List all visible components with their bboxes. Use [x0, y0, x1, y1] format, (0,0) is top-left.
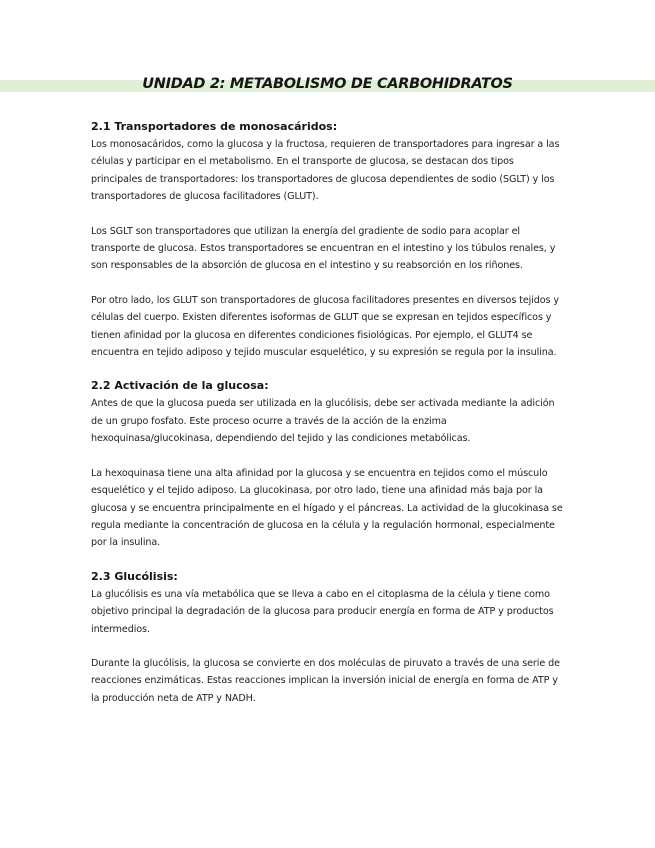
paragraph: Los SGLT son transportadores que utilizan la energía del gradiente de sodio para acoplar el transporte de glucosa. Estos transportadores se encuentran en el intestino y los túbulos renales, y son responsables de la absorción de glucosa en el intestino y su reabsorción en los riñones. [91, 225, 556, 272]
paragraph-spacer [91, 206, 566, 223]
section-heading: 2.3 Glucólisis: [91, 569, 178, 583]
section-transportadores [91, 118, 566, 361]
section-heading: 2.1 Transportadores de monosacáridos: [91, 120, 338, 133]
section-activacion [91, 377, 566, 551]
section-spacer [91, 361, 566, 377]
paragraph: La glucólisis es una vía metabólica que se lleva a cabo en el citoplasma de la célula y tiene como objetivo principal la degradación de la glucosa para producir energía en forma de ATP y productos intermedios. [91, 588, 554, 635]
document-body [91, 118, 566, 707]
section-spacer [91, 552, 566, 568]
paragraph: Durante la glucólisis, la glucosa se convierte en dos moléculas de piruvato a través de una serie de reacciones enzimáticas. Estas reacciones implican la inversión inicial de energía en forma de ATP y la producción neta de ATP y NADH. [91, 657, 560, 704]
paragraph-spacer [91, 638, 566, 655]
paragraph-spacer [91, 275, 566, 292]
paragraph-spacer [91, 448, 566, 465]
paragraph: Los monosacáridos, como la glucosa y la fructosa, requieren de transportadores para ingresar a las células y participar en el metabolismo. En el transporte de glucosa, se destacan dos tipos principales de transportadores: los transportadores de glucosa dependientes de sodio (SGLT) y los transportadores de glucosa facilitadores (GLUT). [91, 139, 560, 203]
section-glucolisis [91, 568, 566, 707]
paragraph: Por otro lado, los GLUT son transportadores de glucosa facilitadores presentes en diversos tejidos y células del cuerpo. Existen diferentes isoformas de GLUT que se expresan en tejidos específicos y tienen afinidad por la glucosa en diferentes condiciones fisiológicas. Por ejemplo, el GLUT4 se encuentra en tejido adiposo y tejido muscular esquelético, y su expresión se regula por la insulina. [91, 294, 559, 359]
paragraph: La hexoquinasa tiene una alta afinidad por la glucosa y se encuentra en tejidos como el músculo esquelético y el tejido adiposo. La glucokinasa, por otro lado, tiene una afinidad más baja por la glucosa y se encuentra principalmente en el hígado y el páncreas. La actividad de la glucokinasa se regula mediante la concentración de glucosa en la célula y la regulación hormonal, especialmente por la insulina. [91, 467, 563, 549]
paragraph: Antes de que la glucosa pueda ser utilizada en la glucólisis, debe ser activada mediante la adición de un grupo fosfato. Este proceso ocurre a través de la acción de la enzima hexoquinasa/glucokinasa, dependiendo del tejido y las condiciones metabólicas. [91, 398, 555, 445]
section-heading: 2.2 Activación de la glucosa: [91, 379, 269, 393]
page-title: UNIDAD 2: METABOLISMO DE CARBOHIDRATOS [142, 76, 513, 92]
